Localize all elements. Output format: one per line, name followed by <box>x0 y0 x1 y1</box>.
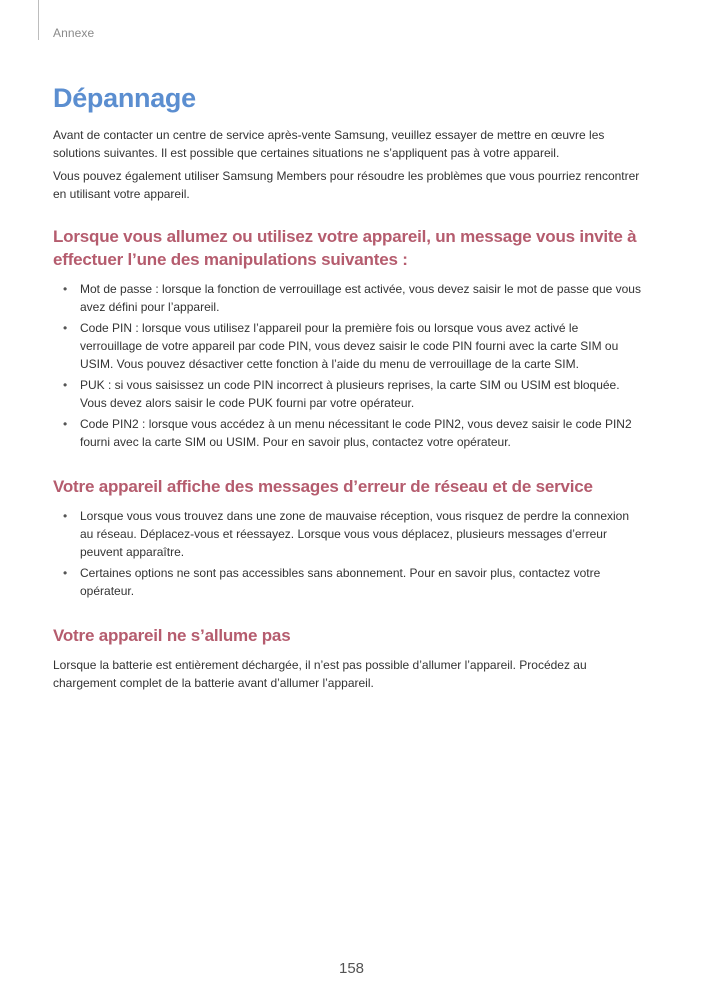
intro-paragraph-1: Avant de contacter un centre de service après-vente Samsung, veuillez essayer de mettre en œuvre les solutions suivantes. Il est possible que certaines situations ne s’appliquent pas à votre appareil. <box>53 128 605 160</box>
running-header: Annexe <box>53 26 95 40</box>
list-item <box>53 280 643 316</box>
section-heading: Lorsque vous allumez ou utilisez votre appareil, un message vous invite à effectuer l’une des manipulations suivantes : <box>53 227 637 269</box>
bullet-list <box>53 507 643 600</box>
bullet-icon: • <box>63 417 68 431</box>
list-item <box>53 376 643 412</box>
list-item-text: Lorsque vous vous trouvez dans une zone de mauvaise réception, vous risquez de perdre la connexion au réseau. Déplacez-vous et réessayez. Lorsque vous vous déplacez, plusieurs messages d’erreur peuvent apparaître. <box>80 509 630 559</box>
section-heading: Votre appareil ne s’allume pas <box>53 626 291 645</box>
section-heading: Votre appareil affiche des messages d’erreur de réseau et de service <box>53 477 593 496</box>
list-item-text: Mot de passe : lorsque la fonction de verrouillage est activée, vous devez saisir le mot de passe que vous avez défini pour l’appareil. <box>80 282 641 314</box>
bullet-icon: • <box>63 282 68 296</box>
list-item-text: Certaines options ne sont pas accessibles sans abonnement. Pour en savoir plus, contactez votre opérateur. <box>80 566 601 598</box>
section-paragraph: Lorsque la batterie est entièrement déchargée, il n’est pas possible d’allumer l’appareil. Procédez au chargement complet de la batterie avant d’allumer l’appareil. <box>53 658 587 690</box>
page-number: 158 <box>338 960 365 977</box>
page-title: Dépannage <box>53 83 196 113</box>
page-content <box>53 80 643 697</box>
margin-rule <box>38 0 39 40</box>
list-item <box>53 564 643 600</box>
bullet-icon: • <box>63 378 68 392</box>
list-item-text: PUK : si vous saisissez un code PIN incorrect à plusieurs reprises, la carte SIM ou USIM est bloquée. Vous devez alors saisir le code PUK fourni par votre opérateur. <box>80 378 620 410</box>
list-item-text: Code PIN : lorsque vous utilisez l’appareil pour la première fois ou lorsque vous avez activé le verrouillage de votre appareil par code PIN, vous devez saisir le code PIN fourni avec la carte SIM ou USIM. Vous pouvez désactiver cette fonction à l’aide du menu de verrouillage de la carte SIM. <box>80 321 619 371</box>
bullet-icon: • <box>63 509 68 523</box>
list-item <box>53 319 643 373</box>
section-unlock-prompts <box>53 225 643 451</box>
section-device-wont-turn-on <box>53 624 643 692</box>
list-item <box>53 415 643 451</box>
list-item-text: Code PIN2 : lorsque vous accédez à un menu nécessitant le code PIN2, vous devez saisir le code PIN2 fourni avec la carte SIM ou USIM. Pour en savoir plus, contactez votre opérateur. <box>80 417 632 449</box>
bullet-list <box>53 280 643 451</box>
section-network-errors <box>53 475 643 600</box>
bullet-icon: • <box>63 566 68 580</box>
list-item <box>53 507 643 561</box>
bullet-icon: • <box>63 321 68 335</box>
intro-paragraph-2: Vous pouvez également utiliser Samsung Members pour résoudre les problèmes que vous pourriez rencontrer en utilisant votre appareil. <box>53 169 640 201</box>
